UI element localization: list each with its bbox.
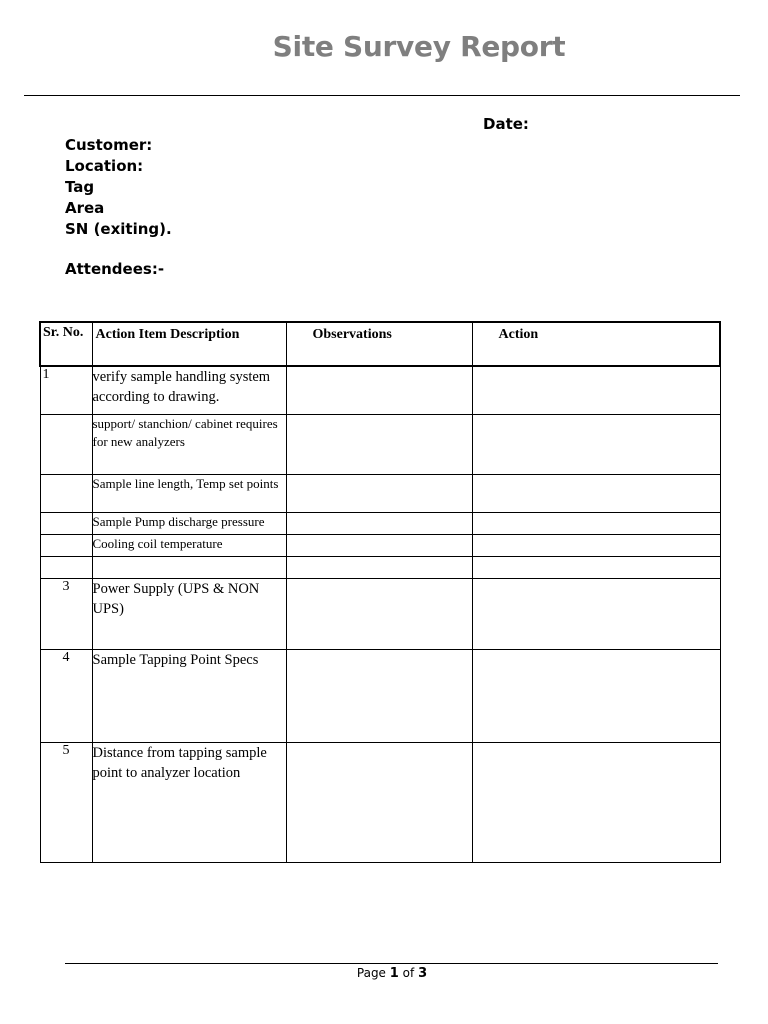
- of-word: of: [402, 966, 415, 980]
- header-divider: [24, 95, 740, 96]
- header-action: Action: [472, 322, 720, 366]
- action-cell[interactable]: [472, 366, 720, 414]
- observations-cell[interactable]: [286, 556, 472, 578]
- current-page-number: 1: [389, 966, 399, 981]
- sr-cell: 3: [40, 578, 92, 649]
- tag-label: Tag: [65, 178, 95, 196]
- header-action-item-description: Action Item Description: [92, 322, 286, 366]
- location-label: Location:: [65, 157, 144, 175]
- table-header-row: [40, 322, 720, 366]
- area-label: Area: [65, 199, 105, 217]
- description-cell: Cooling coil temperature: [92, 534, 286, 556]
- observations-cell[interactable]: [286, 649, 472, 742]
- action-cell[interactable]: [472, 742, 720, 862]
- sr-cell: 1: [40, 366, 92, 414]
- observations-cell[interactable]: [286, 366, 472, 414]
- action-cell[interactable]: [472, 534, 720, 556]
- description-cell: Sample Tapping Point Specs: [92, 649, 286, 742]
- table-row: [40, 366, 720, 414]
- table-row: [40, 556, 720, 578]
- sr-cell: [40, 512, 92, 534]
- description-cell: Power Supply (UPS & NON UPS): [92, 578, 286, 649]
- table-row: [40, 578, 720, 649]
- page-footer: [0, 966, 768, 981]
- sr-cell: [40, 474, 92, 512]
- description-cell: Sample line length, Temp set points: [92, 474, 286, 512]
- action-cell[interactable]: [472, 414, 720, 474]
- table-row: [40, 512, 720, 534]
- sr-cell: 4: [40, 649, 92, 742]
- sr-cell: [40, 414, 92, 474]
- attendees-label: Attendees:-: [65, 260, 165, 278]
- total-pages-number: 3: [418, 966, 428, 981]
- info-fields: [65, 135, 172, 240]
- action-cell[interactable]: [472, 649, 720, 742]
- observations-cell[interactable]: [286, 474, 472, 512]
- observations-cell[interactable]: [286, 742, 472, 862]
- page-word: Page: [356, 966, 386, 980]
- header-sr-no: Sr. No.: [40, 322, 92, 366]
- table-row: [40, 649, 720, 742]
- table-row: [40, 474, 720, 512]
- description-cell: verify sample handling system according to drawing.: [92, 366, 286, 414]
- customer-label: Customer:: [65, 136, 153, 154]
- sr-cell: [40, 556, 92, 578]
- page-title: Site Survey Report: [272, 30, 566, 63]
- observations-cell[interactable]: [286, 534, 472, 556]
- observations-cell[interactable]: [286, 414, 472, 474]
- date-label: Date:: [483, 115, 529, 133]
- description-cell: [92, 556, 286, 578]
- action-cell[interactable]: [472, 556, 720, 578]
- survey-table: [39, 321, 721, 863]
- table-row: [40, 742, 720, 862]
- table-row: [40, 534, 720, 556]
- description-cell: Distance from tapping sample point to analyzer location: [92, 742, 286, 862]
- observations-cell[interactable]: [286, 578, 472, 649]
- footer-divider: [65, 963, 718, 964]
- action-cell[interactable]: [472, 474, 720, 512]
- observations-cell[interactable]: [286, 512, 472, 534]
- description-cell: Sample Pump discharge pressure: [92, 512, 286, 534]
- description-cell: support/ stanchion/ cabinet requires for new analyzers: [92, 414, 286, 474]
- header-observations: Observations: [286, 322, 472, 366]
- table-row: [40, 414, 720, 474]
- action-cell[interactable]: [472, 512, 720, 534]
- serial-number-label: SN (exiting).: [65, 220, 172, 238]
- sr-cell: 5: [40, 742, 92, 862]
- action-cell[interactable]: [472, 578, 720, 649]
- sr-cell: [40, 534, 92, 556]
